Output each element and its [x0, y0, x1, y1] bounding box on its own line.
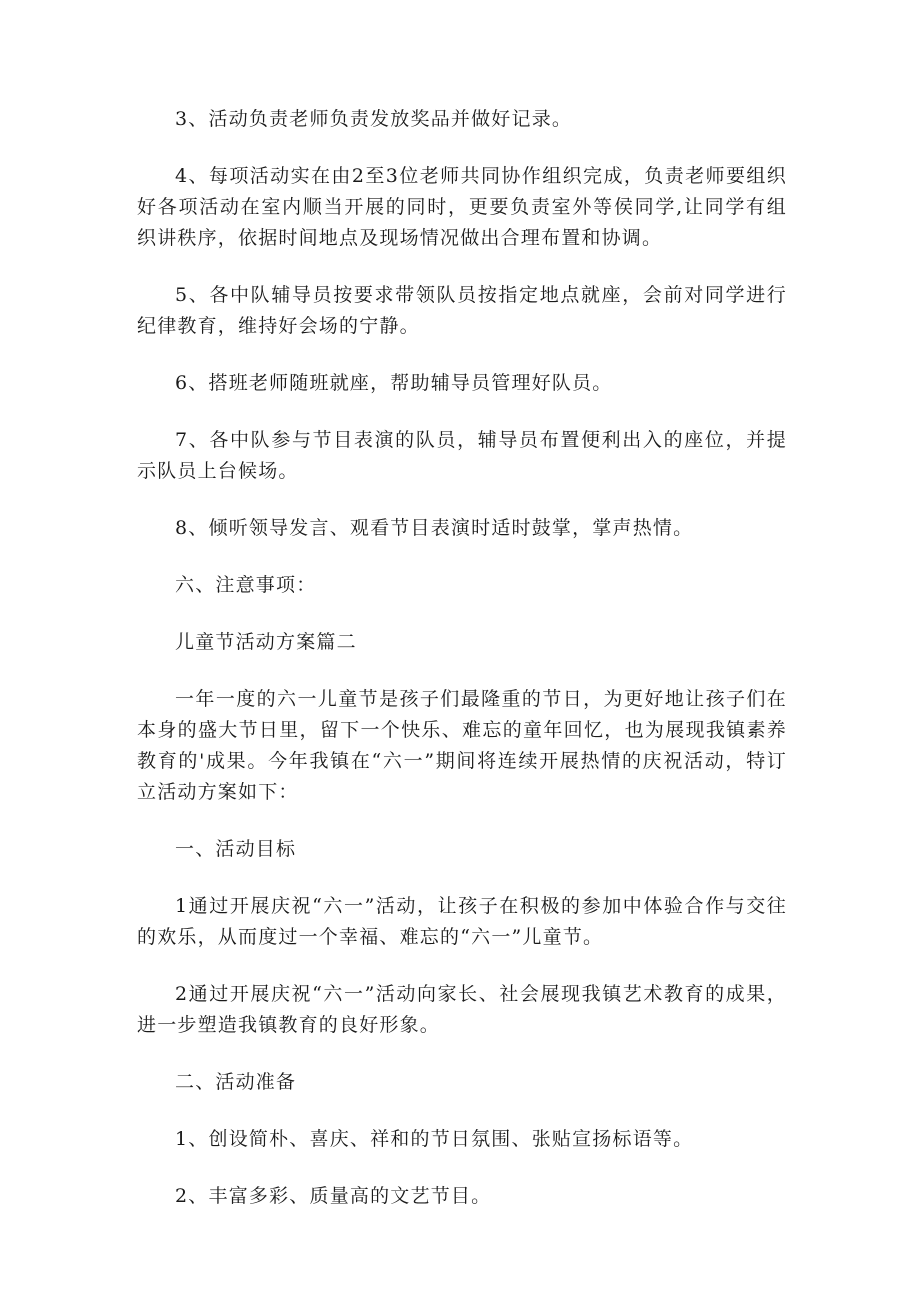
section-heading-notes: 六、注意事项：	[175, 574, 317, 596]
paragraph-item-7: 7、各中队参与节目表演的队员，辅导员布置便利出入的座位，并提示队员上台候场。	[137, 429, 787, 482]
section-heading-goals: 一、活动目标	[175, 838, 297, 860]
paragraph-item-6: 6、搭班老师随班就座，帮助辅导员管理好队员。	[175, 372, 613, 394]
section-heading-preparation: 二、活动准备	[175, 1071, 297, 1093]
paragraph-item-8: 8、倾听领导发言、观看节目表演时适时鼓掌，掌声热情。	[175, 517, 694, 539]
document-body	[137, 104, 787, 1238]
intro-paragraph: 一年一度的六一儿童节是孩子们最隆重的节日，为更好地让孩子们在本身的盛大节日里，留下一个快乐、难忘的童年回忆，也为展现我镇素养教育的'成果。今年我镇在“六一”期间将连续开展热情的庆祝活动，特订立活动方案如下：	[137, 688, 787, 803]
paragraph-item-5: 5、各中队辅导员按要求带领队员按指定地点就座，会前对同学进行纪律教育，维持好会场的宁静。	[137, 284, 787, 337]
paragraph-item-3: 3、活动负责老师负责发放奖品并做好记录。	[175, 108, 573, 130]
preparation-item-2: 2、丰富多彩、质量高的文艺节目。	[175, 1185, 492, 1207]
document-subtitle: 儿童节活动方案篇二	[175, 631, 357, 653]
paragraph-item-4: 4、每项活动实在由2至3位老师共同协作组织完成，负责老师要组织好各项活动在室内顺当开展的同时，更要负责室外等侯同学,让同学有组织讲秩序，依据时间地点及现场情况做出合理布置和协调。	[137, 165, 787, 249]
goal-item-1: 1通过开展庆祝“六一”活动，让孩子在积极的参加中体验合作与交往的欢乐，从而度过一个幸福、难忘的“六一”儿童节。	[137, 895, 787, 948]
goal-item-2: 2通过开展庆祝“六一”活动向家长、社会展现我镇艺术教育的成果，进一步塑造我镇教育的良好形象。	[137, 983, 787, 1036]
preparation-item-1: 1、创设简朴、喜庆、祥和的节日氛围、张贴宣扬标语等。	[175, 1128, 694, 1150]
